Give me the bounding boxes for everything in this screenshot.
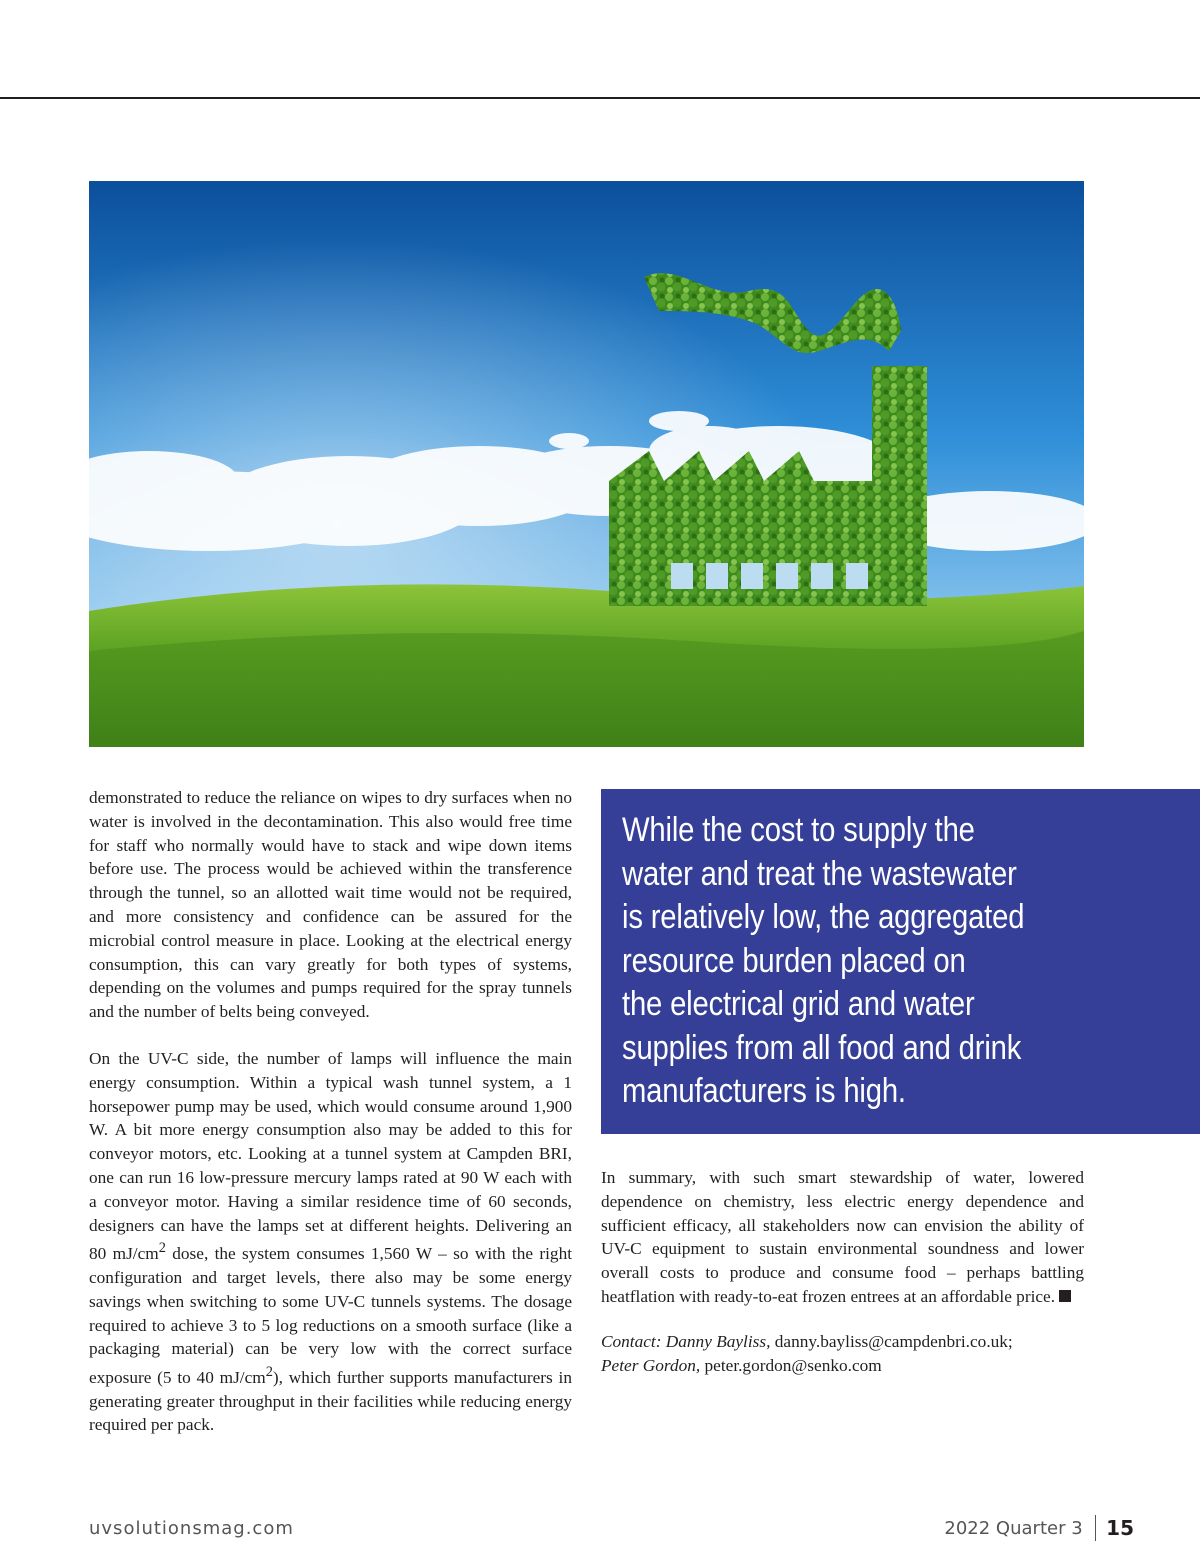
right-column — [601, 1166, 1084, 1398]
footer-divider — [1095, 1515, 1097, 1541]
body-paragraph-2 — [89, 1047, 572, 1437]
pull-quote-line: water and treat the wastewater — [622, 854, 1017, 893]
pull-quote-line: is relatively low, the aggregated — [622, 898, 1025, 936]
pull-quote-box — [601, 789, 1200, 1134]
summary-text: In summary, with such smart stewardship of water, lowered dependence on chemistry, less electric energy dependence and sufficient efficacy, all stakeholders now can envision the ability of UV-C equipment to sustain environmental soundness and lower overall costs to produce and consume food – perhaps battling heatflation with ready-to-eat frozen entrees at an affordable price. — [601, 1168, 1084, 1306]
pull-quote-line: resource burden placed on — [622, 941, 966, 980]
top-rule — [0, 97, 1200, 99]
footer-issue — [944, 1515, 1134, 1541]
superscript: 2 — [265, 1364, 273, 1381]
pull-quote-line: manufacturers is high. — [622, 1072, 906, 1110]
footer-website[interactable]: uvsolutionsmag.com — [89, 1518, 294, 1539]
issue-label: 2022 Quarter 3 — [944, 1517, 1083, 1539]
contact-label: Contact: Danny Bayliss, — [601, 1331, 771, 1351]
contact-email-link[interactable]: peter.gordon@senko.com — [704, 1355, 882, 1375]
superscript: 2 — [158, 1240, 166, 1257]
contact-email-link[interactable]: danny.bayliss@campdenbri.co.uk; — [774, 1331, 1013, 1351]
pull-quote-line: supplies from all food and drink — [622, 1028, 1022, 1067]
left-column — [89, 786, 572, 1460]
page-number: 15 — [1106, 1516, 1134, 1540]
contact-name: Peter Gordon, — [601, 1355, 701, 1375]
body-paragraph-2-part-b: dose, the system consumes 1,560 W – so with the right configuration and target levels, there also may be some energy savings when switching to some UV-C tunnels systems. The dosage required to achieve 3 to 5 log reductions on a smooth surface (like a packaging material) can be very low with the correct surface exposure (5 to 40 mJ/cm — [89, 1244, 573, 1387]
leafy-factory-illustration — [89, 181, 1084, 747]
body-paragraph-2-part-c: ), which further supports manufacturers in generating greater throughput in their facilities while reducing energy required per pack. — [89, 1367, 572, 1435]
hero-image — [89, 181, 1084, 747]
end-mark-icon — [1059, 1290, 1071, 1302]
summary-paragraph — [601, 1166, 1084, 1309]
pull-quote-line: While the cost to supply the — [622, 811, 975, 849]
pull-quote-line: the electrical grid and water — [622, 985, 975, 1023]
body-paragraph-2-part-a: On the UV-C side, the number of lamps will influence the main energy consumption. Within a typical wash tunnel system, a 1 horsepower pump may be used, which would consume around 1,900 W. A bit more energy consumption also may be added to this for conveyor motors, etc. Looking at a tunnel system at Campden BRI, one can run 16 low-pressure mercury lamps rated at 90 W each with a conveyor motor. Having a similar residence time of 60 seconds, designers can have the lamps set at different heights. Delivering an 80 mJ/cm — [89, 1048, 572, 1264]
body-paragraph-1: demonstrated to reduce the reliance on wipes to dry surfaces when no water is involved in the decontamination. This also would free time for staff who normally would have to stack and wipe down items before use. The process would be achieved within the transference through the tunnel, so an allotted wait time would not be required, and more consistency and confidence can be assured for the microbial control measure in place. Looking at the electrical energy consumption, this can vary greatly for both types of systems, depending on the volumes and pumps required for the spray tunnels and the number of belts being conveyed. — [89, 788, 572, 1022]
pull-quote — [622, 809, 1025, 1114]
contact-paragraph — [601, 1330, 1084, 1378]
